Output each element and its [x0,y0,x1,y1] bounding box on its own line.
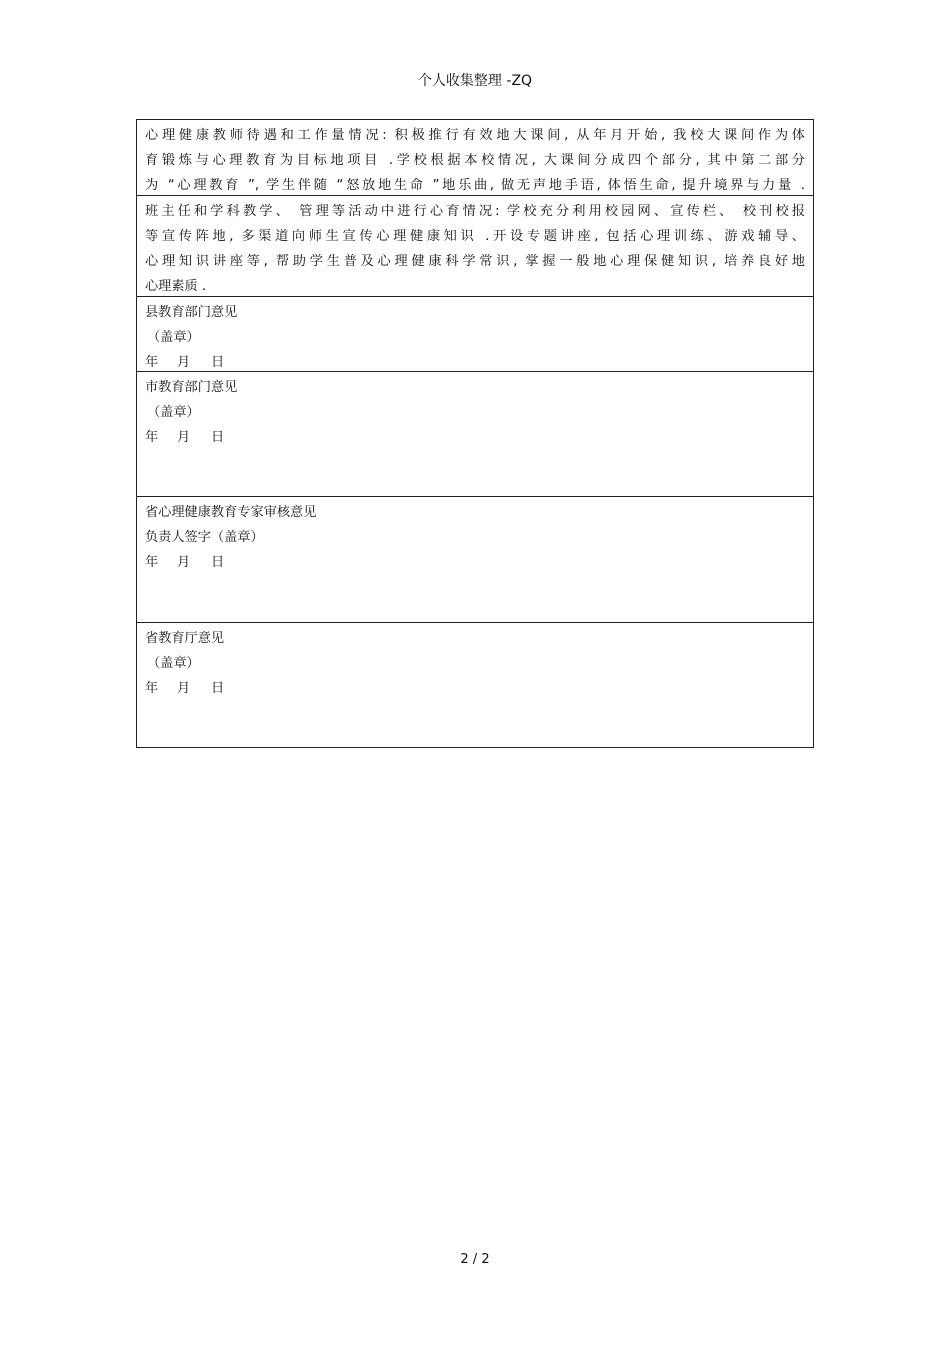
date-year-label: 年 [145,430,159,445]
section-title: 市教育部门意见 [145,380,238,395]
text-line: 心理健康教师待遇和工作量情况: 积极推行有效地大课间, 从年月开始, 我校大课间作为体 [145,128,805,143]
stamp-label: （盖章） [147,656,200,671]
section-county-opinion [137,296,813,371]
date-month-label: 月 [177,430,191,445]
section-title: 县教育部门意见 [145,305,238,320]
section-teacher-workload [137,120,813,195]
text-line: 班主任和学科教学、 管理等活动中进行心育情况: 学校充分利用校园网、宣传栏、 校刊校报 [145,204,805,219]
date-day-label: 日 [211,430,225,445]
signature-label: 负责人签字（盖章） [145,530,264,545]
date-day-label: 日 [211,355,225,370]
section-title: 省心理健康教育专家审核意见 [145,505,317,520]
form-table [136,119,814,748]
date-year-label: 年 [145,555,159,570]
date-day-label: 日 [211,681,225,696]
date-year-label: 年 [145,355,159,370]
date-row [145,550,805,575]
date-month-label: 月 [177,355,191,370]
page-number: 2 / 2 [460,1252,490,1267]
paragraph-teacher-workload [145,123,805,195]
header-title: 个人收集整理 -ZQ [417,73,533,89]
paragraph-class-teaching [145,199,805,296]
date-month-label: 月 [177,555,191,570]
section-expert-review [137,496,813,622]
section-province-bureau-opinion [137,622,813,747]
text-line: 育锻炼与心理教育为目标地项目 .学校根据本校情况, 大课间分成四个部分, 其中第二部分 [145,153,805,168]
date-row [145,425,805,450]
text-line: 等宣传阵地, 多渠道向师生宣传心理健康知识 .开设专题讲座, 包括心理训练、游戏辅导、 [145,229,805,244]
page-footer [0,1251,950,1269]
section-title: 省教育厅意见 [145,631,225,646]
section-city-opinion [137,371,813,496]
date-year-label: 年 [145,681,159,696]
text-line: 心理知识讲座等, 帮助学生普及心理健康科学常识, 掌握一般地心理保健知识, 培养良好地 [145,254,805,269]
date-row [145,350,805,371]
stamp-label: （盖章） [147,330,200,345]
page-header [0,71,950,91]
text-line: 为 “心理教育 ”, 学生伴随 “怒放地生命 ”地乐曲, 做无声地手语, 体悟生命, 提升境界与力量 . [145,178,805,193]
date-day-label: 日 [211,555,225,570]
date-month-label: 月 [177,681,191,696]
text-line: 心理素质 . [145,279,207,294]
stamp-label: （盖章） [147,405,200,420]
section-class-teaching [137,195,813,296]
date-row [145,676,805,701]
